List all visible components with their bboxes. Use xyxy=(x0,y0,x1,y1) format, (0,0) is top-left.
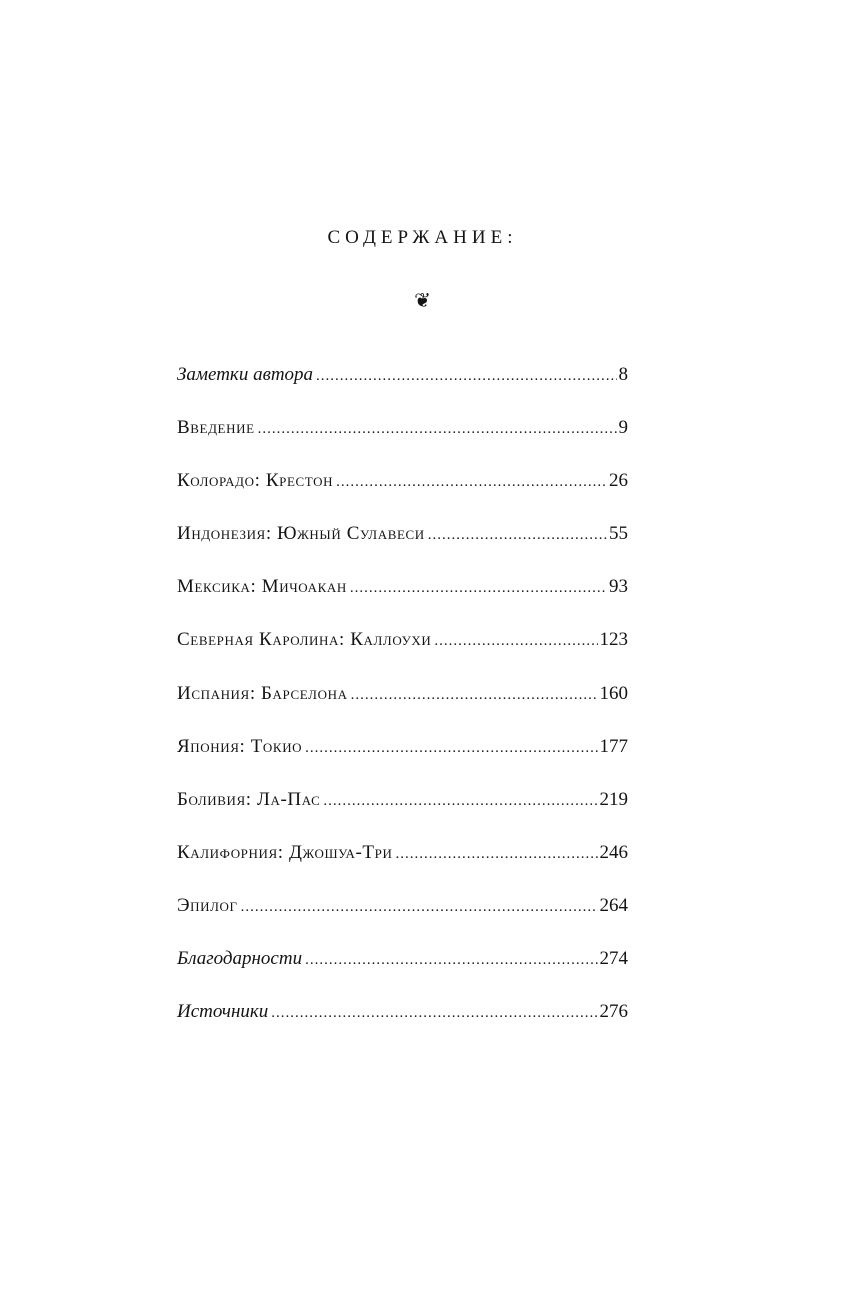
toc-entry xyxy=(177,891,628,944)
toc-entry xyxy=(177,466,628,519)
toc-entry-page: 276 xyxy=(599,1001,628,1023)
toc-entry-title: Колорадо: Крестон xyxy=(177,470,334,492)
toc-entry xyxy=(177,785,628,838)
toc-entry-page: 8 xyxy=(618,364,628,385)
toc-entry-page: 219 xyxy=(599,788,628,810)
toc-entry-title: Япония: Токио xyxy=(177,735,303,757)
table-of-contents xyxy=(177,360,628,1050)
toc-entry xyxy=(177,732,628,785)
toc-entry-title: Мексика: Мичоакан xyxy=(177,576,347,598)
toc-entry-page: 9 xyxy=(618,417,628,439)
toc-entry xyxy=(177,997,628,1050)
toc-entry-title: Заметки автора xyxy=(177,364,314,385)
dot-leader xyxy=(434,626,597,656)
toc-entry-title: Благодарности xyxy=(177,948,303,970)
dot-leader xyxy=(323,786,597,816)
toc-entry xyxy=(177,360,628,413)
toc-entry xyxy=(177,519,628,572)
page-title: СОДЕРЖАНИЕ: xyxy=(327,227,518,248)
toc-entry-page: 26 xyxy=(609,470,628,492)
toc-entry xyxy=(177,838,628,891)
toc-entry-title: Испания: Барселона xyxy=(177,682,348,704)
toc-entry-title: Северная Каролина: Каллоухи xyxy=(177,629,432,651)
dot-leader xyxy=(271,998,597,1028)
dot-leader xyxy=(241,892,598,922)
toc-entry xyxy=(177,944,628,997)
dot-leader xyxy=(258,414,617,444)
dot-leader xyxy=(316,361,616,391)
toc-entry-page: 160 xyxy=(599,682,628,704)
toc-entry-title: Эпилог xyxy=(177,894,238,916)
toc-entry-page: 177 xyxy=(599,735,628,757)
dot-leader xyxy=(305,945,597,975)
toc-entry-title: Источники xyxy=(177,1001,269,1023)
toc-entry-page: 274 xyxy=(599,948,628,970)
toc-entry-page: 123 xyxy=(599,629,628,651)
fleuron-ornament-icon: ❦ xyxy=(414,290,431,312)
toc-entry-title: Индонезия: Южный Сулавеси xyxy=(177,523,425,545)
dot-leader xyxy=(351,680,598,710)
dot-leader xyxy=(395,839,597,869)
toc-entry xyxy=(177,625,628,678)
dot-leader xyxy=(350,573,607,603)
toc-entry-title: Введение xyxy=(177,417,255,439)
toc-entry-page: 246 xyxy=(599,841,628,863)
toc-entry xyxy=(177,413,628,466)
toc-entry-page: 93 xyxy=(609,576,628,598)
toc-entry xyxy=(177,572,628,625)
dot-leader xyxy=(336,467,607,497)
toc-entry-title: Боливия: Ла-Пас xyxy=(177,788,321,810)
dot-leader xyxy=(305,733,597,763)
toc-entry-page: 55 xyxy=(609,523,628,545)
toc-entry-page: 264 xyxy=(599,894,628,916)
dot-leader xyxy=(428,520,607,550)
toc-entry-title: Калифорния: Джошуа-Три xyxy=(177,841,393,863)
toc-entry xyxy=(177,679,628,732)
